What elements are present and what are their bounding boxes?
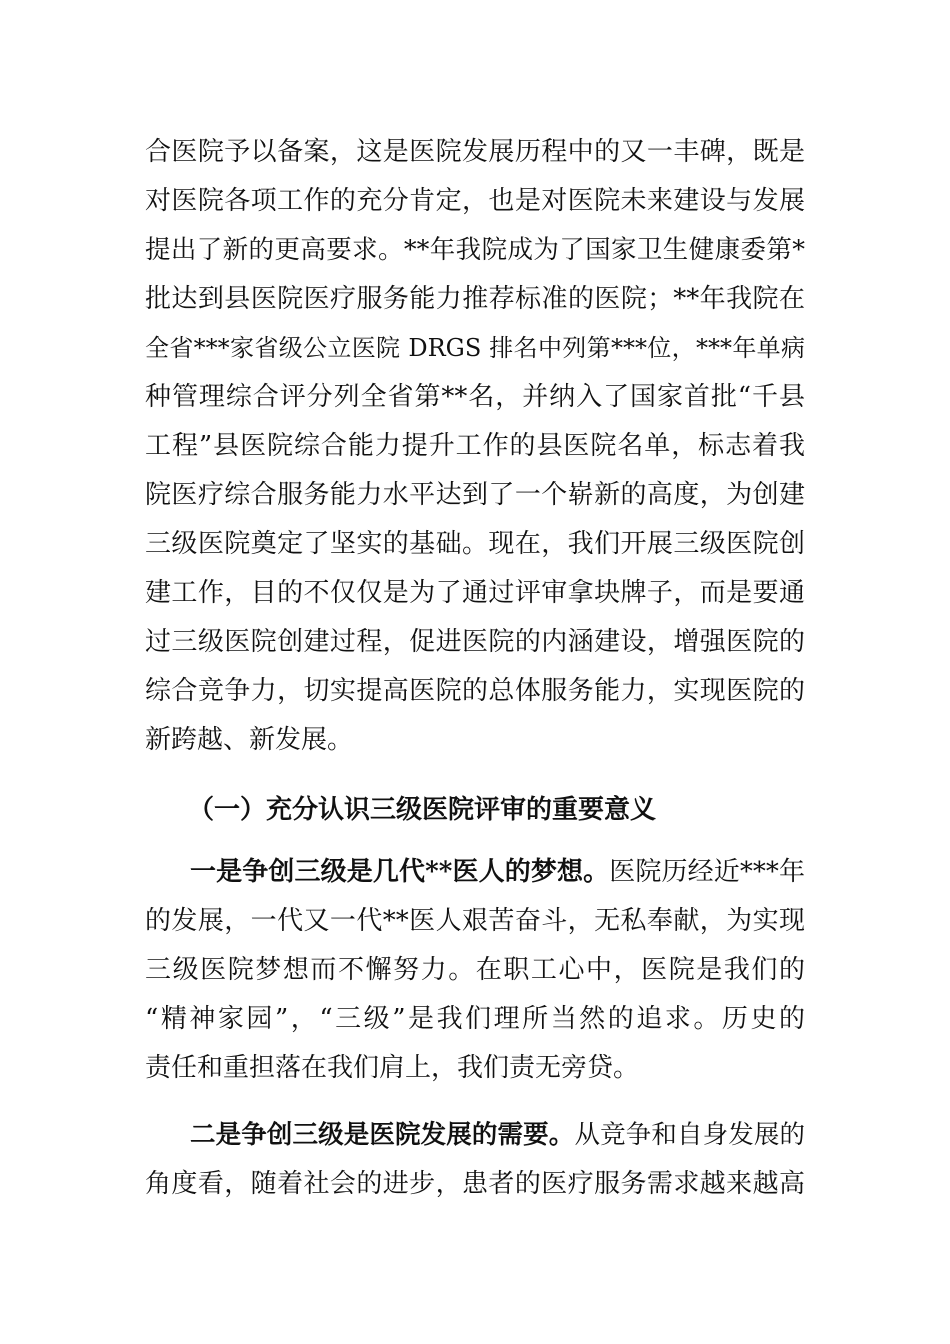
paragraph-line: 三级医院梦想而不懈努力。在职工心中，医院是我们的 xyxy=(145,955,805,985)
paragraph-line: 过三级医院创建过程，促进医院的内涵建设，增强医院的 xyxy=(145,627,805,657)
paragraph-line: 新跨越、新发展。 xyxy=(145,725,354,755)
paragraph-line: 工程”县医院综合能力提升工作的县医院名单，标志着我 xyxy=(145,431,805,461)
paragraph-line: 全省***家省级公立医院 DRGS 排名中列第***位，***年单病 xyxy=(145,334,805,362)
paragraph-line: “精神家园”，“三级”是我们理所当然的追求。历史的 xyxy=(145,1004,805,1034)
paragraph-line: 建工作，目的不仅仅是为了通过评审拿块牌子，而是要通 xyxy=(145,578,805,608)
paragraph-line: 院医疗综合服务能力水平达到了一个崭新的高度，为创建 xyxy=(145,480,805,510)
point-text: 医院历经近***年 xyxy=(609,857,805,887)
point-lead-line xyxy=(190,852,805,892)
paragraph-line: 对医院各项工作的充分肯定，也是对医院未来建设与发展 xyxy=(145,186,805,216)
paragraph-line: 综合竞争力，切实提高医院的总体服务能力，实现医院的 xyxy=(145,676,805,706)
point-text: 从竞争和自身发展的 xyxy=(574,1120,805,1150)
point-lead: 一是争创三级是几代**医人的梦想。 xyxy=(190,857,610,887)
paragraph-line: 角度看，随着社会的进步，患者的医疗服务需求越来越高 xyxy=(145,1169,805,1199)
paragraph-line: 的发展，一代又一代**医人艰苦奋斗，无私奉献，为实现 xyxy=(145,906,805,936)
paragraph-line: 责任和重担落在我们肩上，我们责无旁贷。 xyxy=(145,1053,640,1083)
paragraph-line: 种管理综合评分列全省第**名，并纳入了国家首批“千县 xyxy=(145,382,805,412)
paragraph-line: 合医院予以备案，这是医院发展历程中的又一丰碑，既是 xyxy=(145,137,805,167)
paragraph-line: 提出了新的更高要求。**年我院成为了国家卫生健康委第* xyxy=(145,235,805,265)
point-lead-line xyxy=(190,1115,805,1155)
paragraph-line: 批达到县医院医疗服务能力推荐标准的医院；**年我院在 xyxy=(145,284,805,314)
section-heading: （一）充分认识三级医院评审的重要意义 xyxy=(188,795,657,825)
point-lead: 二是争创三级是医院发展的需要。 xyxy=(190,1120,575,1150)
paragraph-line: 三级医院奠定了坚实的基础。现在，我们开展三级医院创 xyxy=(145,529,805,559)
